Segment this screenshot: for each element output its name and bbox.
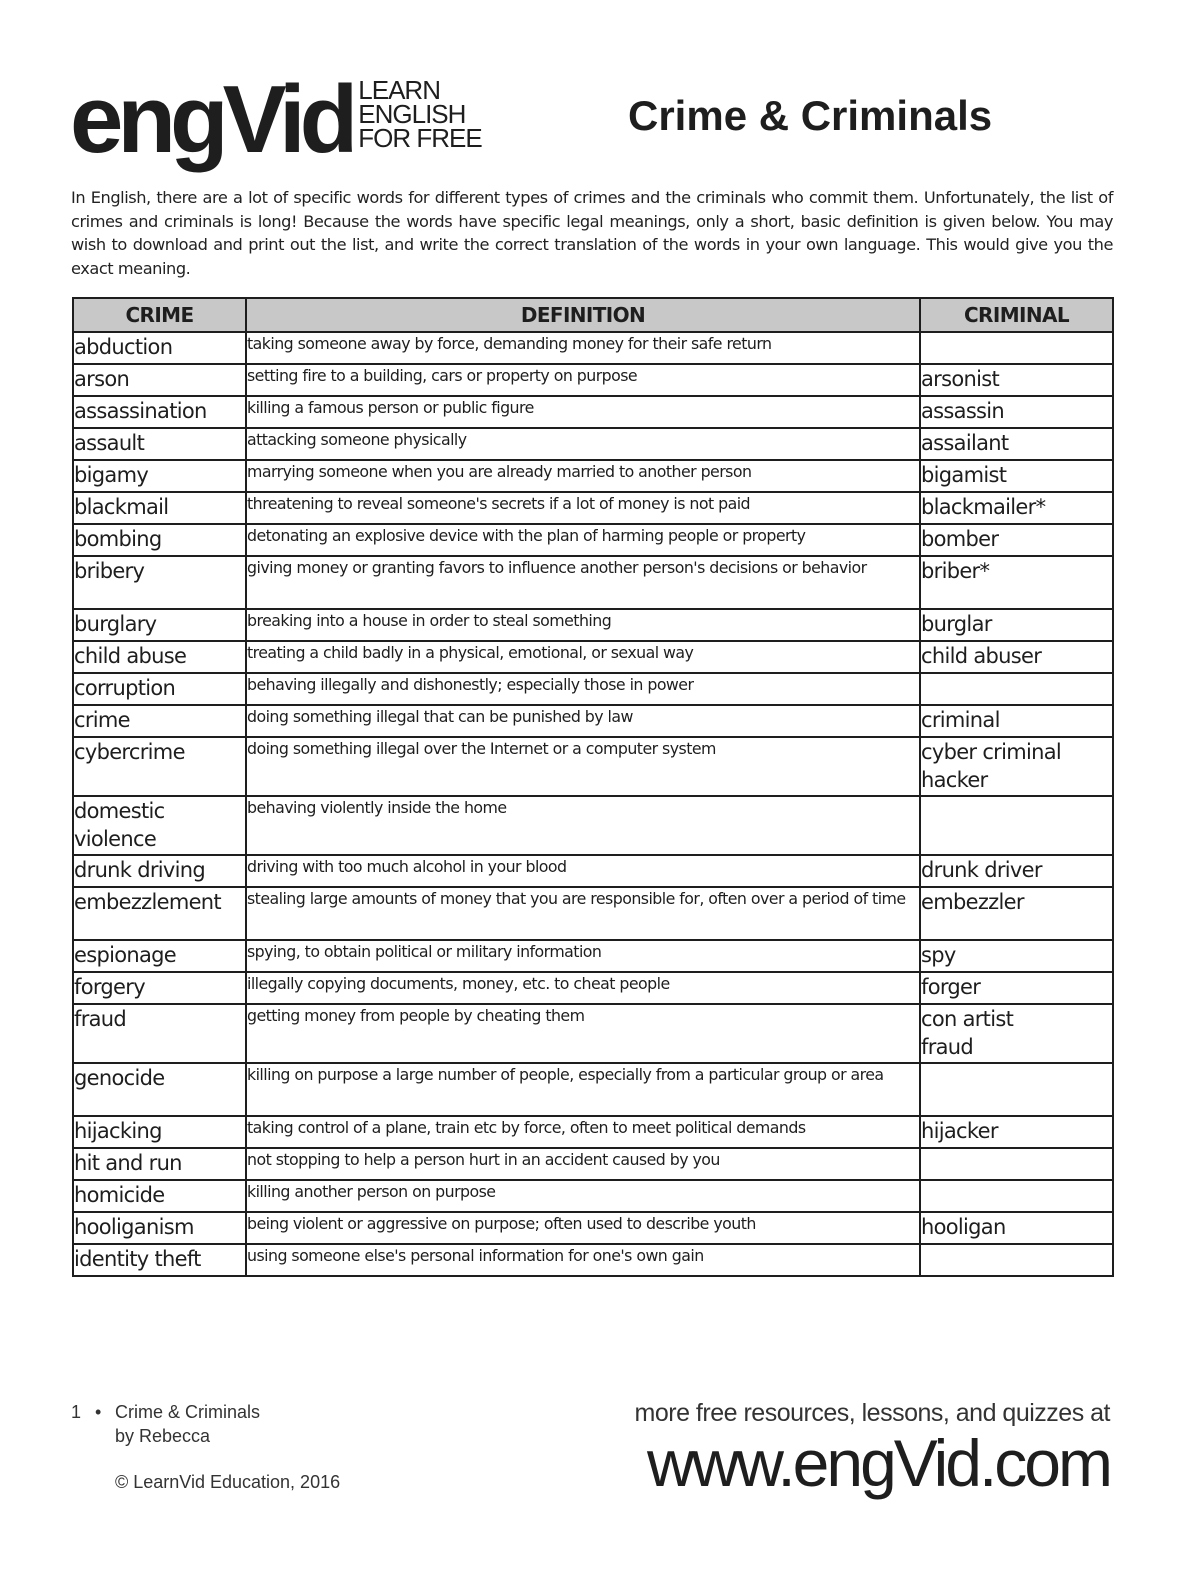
definition-cell: spying, to obtain political or military information [246, 940, 920, 972]
table-row [73, 641, 1113, 673]
definition-cell: killing another person on purpose [246, 1180, 920, 1212]
definition-cell: setting fire to a building, cars or property on purpose [246, 364, 920, 396]
table-row [73, 396, 1113, 428]
logo-word: engVid [70, 66, 353, 173]
definition-cell: driving with too much alcohol in your blood [246, 855, 920, 887]
definition-cell: attacking someone physically [246, 428, 920, 460]
crime-cell: genocide [73, 1063, 246, 1116]
crime-cell: arson [73, 364, 246, 396]
definition-cell: detonating an explosive device with the plan of harming people or property [246, 524, 920, 556]
definition-cell: killing on purpose a large number of people, especially from a particular group or area [246, 1063, 920, 1116]
crime-cell: assault [73, 428, 246, 460]
definition-cell: threatening to reveal someone's secrets if a lot of money is not paid [246, 492, 920, 524]
crime-cell: crime [73, 705, 246, 737]
table-row [73, 1180, 1113, 1212]
table-row [73, 1244, 1113, 1276]
header-definition: DEFINITION [246, 298, 920, 332]
logo-tagline-line: LEARN [358, 75, 440, 105]
criminal-cell: spy [920, 940, 1113, 972]
table-row [73, 556, 1113, 609]
criminal-cell [920, 1244, 1113, 1276]
definition-cell: being violent or aggressive on purpose; often used to describe youth [246, 1212, 920, 1244]
crime-cell: hit and run [73, 1148, 246, 1180]
engvid-logo [70, 66, 482, 180]
criminal-cell [920, 673, 1113, 705]
definition-cell: killing a famous person or public figure [246, 396, 920, 428]
crime-cell: bribery [73, 556, 246, 609]
definition-cell: behaving violently inside the home [246, 796, 920, 855]
criminal-cell: burglar [920, 609, 1113, 641]
criminal-cell: drunk driver [920, 855, 1113, 887]
table-row [73, 1063, 1113, 1116]
table-row [73, 524, 1113, 556]
crime-cell: corruption [73, 673, 246, 705]
copyright: © LearnVid Education, 2016 [115, 1472, 341, 1492]
definition-cell: taking control of a plane, train etc by force, often to meet political demands [246, 1116, 920, 1148]
criminal-cell [920, 1148, 1113, 1180]
criminal-cell: hooligan [920, 1212, 1113, 1244]
table-header-row [73, 298, 1113, 332]
table-row [73, 972, 1113, 1004]
criminal-cell: assassin [920, 396, 1113, 428]
criminal-cell: bigamist [920, 460, 1113, 492]
crime-cell: bombing [73, 524, 246, 556]
crime-cell: domestic violence [73, 796, 246, 855]
crime-cell: blackmail [73, 492, 246, 524]
criminal-cell: criminal [920, 705, 1113, 737]
criminal-cell: bomber [920, 524, 1113, 556]
criminal-cell [920, 1063, 1113, 1116]
crime-cell: cybercrime [73, 737, 246, 796]
table-row [73, 887, 1113, 940]
table-row [73, 673, 1113, 705]
crime-cell: hooliganism [73, 1212, 246, 1244]
table-row [73, 460, 1113, 492]
crime-cell: embezzlement [73, 887, 246, 940]
table-row [73, 796, 1113, 855]
definition-cell: stealing large amounts of money that you are responsible for, often over a period of time [246, 887, 920, 940]
table-row [73, 492, 1113, 524]
criminal-cell: cyber criminal hacker [920, 737, 1113, 796]
lesson-title: Crime & Criminals [115, 1402, 261, 1422]
table-row [73, 705, 1113, 737]
table-row [73, 332, 1113, 364]
more-resources-text: more free resources, lessons, and quizzes at [634, 1399, 1110, 1427]
definition-cell: behaving illegally and dishonestly; especially those in power [246, 673, 920, 705]
crime-cell: identity theft [73, 1244, 246, 1276]
definition-cell: giving money or granting favors to influence another person's decisions or behavior [246, 556, 920, 609]
table-row [73, 1148, 1113, 1180]
criminal-cell: arsonist [920, 364, 1113, 396]
footer-website-promo [635, 1398, 1110, 1498]
bullet-separator: • [95, 1402, 102, 1422]
definition-cell: using someone else's personal information for one's own gain [246, 1244, 920, 1276]
criminal-cell: assailant [920, 428, 1113, 460]
definition-cell: doing something illegal over the Internet or a computer system [246, 737, 920, 796]
table-row [73, 364, 1113, 396]
criminal-cell: briber* [920, 556, 1113, 609]
table-row [73, 609, 1113, 641]
logo-tagline-line: ENGLISH [358, 99, 466, 129]
definition-cell: getting money from people by cheating them [246, 1004, 920, 1063]
crime-cell: espionage [73, 940, 246, 972]
logo-tagline [358, 75, 482, 153]
criminal-cell: forger [920, 972, 1113, 1004]
definition-cell: not stopping to help a person hurt in an accident caused by you [246, 1148, 920, 1180]
table-row [73, 1116, 1113, 1148]
crime-cell: burglary [73, 609, 246, 641]
criminal-cell [920, 796, 1113, 855]
definition-cell: taking someone away by force, demanding money for their safe return [246, 332, 920, 364]
criminal-cell: blackmailer* [920, 492, 1113, 524]
crime-cell: assassination [73, 396, 246, 428]
criminal-cell [920, 332, 1113, 364]
definition-cell: doing something illegal that can be punished by law [246, 705, 920, 737]
criminal-cell: embezzler [920, 887, 1113, 940]
crime-cell: drunk driving [73, 855, 246, 887]
crime-cell: child abuse [73, 641, 246, 673]
intro-paragraph: In English, there are a lot of specific words for different types of crimes and the criminals who commit them. Unfortunately, the list of crimes and criminals is long! Because the words have specific legal meanings, only a short, basic definition is given below. You may wish to download and print out the list, and write the correct translation of the words in your own language. This would give you the exact meaning. [71, 188, 1113, 278]
table-row [73, 855, 1113, 887]
header-criminal: CRIMINAL [920, 298, 1113, 332]
website-link[interactable]: www.engVid.com [646, 1426, 1110, 1500]
crime-cell: forgery [73, 972, 246, 1004]
table-body [73, 332, 1113, 1276]
table-row [73, 1212, 1113, 1244]
page-number: 1 [71, 1402, 82, 1422]
crime-cell: hijacking [73, 1116, 246, 1148]
crime-cell: abduction [73, 332, 246, 364]
author: by Rebecca [115, 1426, 211, 1446]
table-row [73, 940, 1113, 972]
definition-cell: breaking into a house in order to steal something [246, 609, 920, 641]
crime-cell: bigamy [73, 460, 246, 492]
criminal-cell: child abuser [920, 641, 1113, 673]
crime-cell: fraud [73, 1004, 246, 1063]
crime-vocabulary-table [72, 297, 1114, 1277]
table-row [73, 428, 1113, 460]
criminal-cell: hijacker [920, 1116, 1113, 1148]
table-row [73, 737, 1113, 796]
page-title: Crime & Criminals [628, 92, 993, 139]
crime-cell: homicide [73, 1180, 246, 1212]
definition-cell: illegally copying documents, money, etc. to cheat people [246, 972, 920, 1004]
header-crime: CRIME [73, 298, 246, 332]
logo-tagline-line: FOR FREE [358, 123, 482, 153]
footer-credits [71, 1400, 340, 1494]
criminal-cell [920, 1180, 1113, 1212]
criminal-cell: con artist fraud [920, 1004, 1113, 1063]
definition-cell: marrying someone when you are already married to another person [246, 460, 920, 492]
table-row [73, 1004, 1113, 1063]
definition-cell: treating a child badly in a physical, emotional, or sexual way [246, 641, 920, 673]
